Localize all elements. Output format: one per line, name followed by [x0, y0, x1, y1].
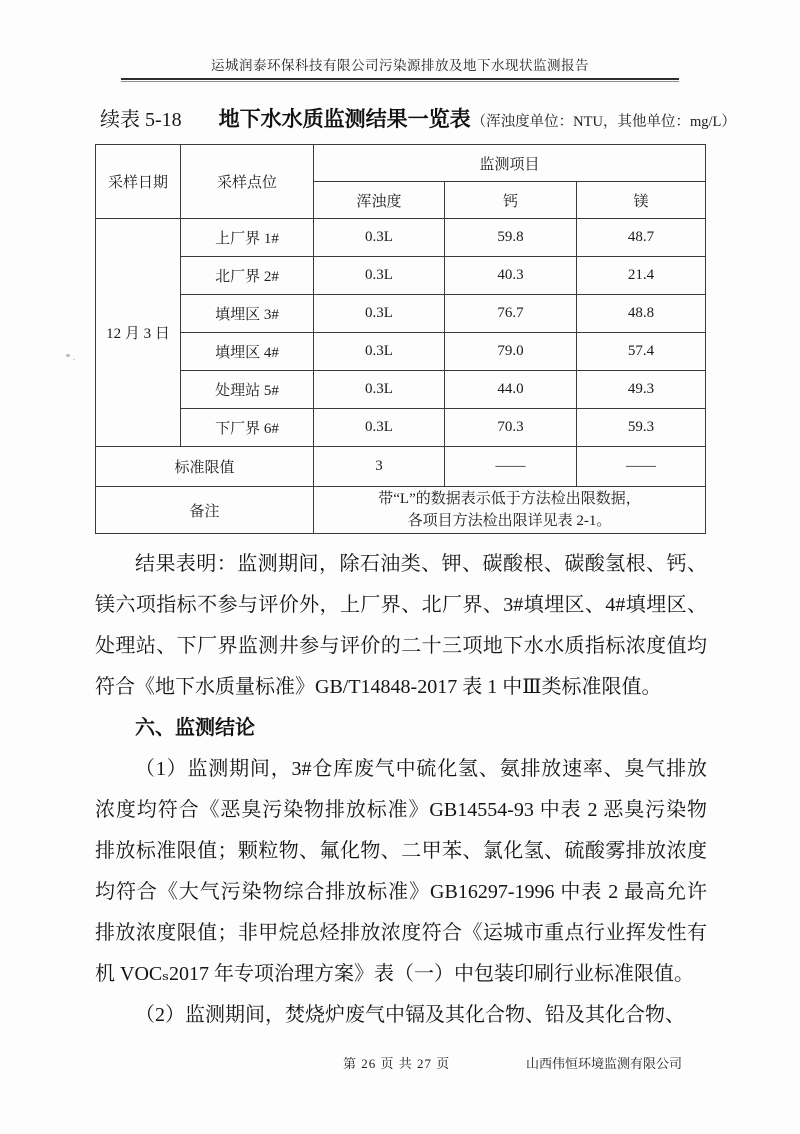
cell-magnesium: 49.3: [577, 371, 706, 409]
cell-date: 12 月 3 日: [96, 219, 181, 447]
table-row: [96, 333, 706, 371]
limit-turbidity: 3: [314, 447, 445, 487]
cell-magnesium: 59.3: [577, 409, 706, 447]
table-units: （浑浊度单位：NTU，其他单位：mg/L）: [471, 114, 736, 130]
cell-calcium: 40.3: [445, 257, 577, 295]
header-monitoring-items: 监测项目: [314, 145, 706, 182]
report-body-text: [95, 544, 707, 1036]
footer-company-name: 山西伟恒环境监测有限公司: [526, 1056, 683, 1071]
scan-artifact-speck: [66, 354, 70, 357]
cell-magnesium: 48.8: [577, 295, 706, 333]
paragraph-conclusion1-line: 机 VOCₛ2017 年专项治理方案》表（一）中包装印刷行业标准限值。: [95, 963, 694, 985]
cell-turbidity: 0.3L: [314, 371, 445, 409]
paragraph-results-line: 处理站、下厂界监测井参与评价的二十三项地下水水质指标浓度值均: [95, 635, 707, 657]
header-sample-date: 采样日期: [96, 145, 181, 219]
table-row: [96, 257, 706, 295]
cell-turbidity: 0.3L: [314, 409, 445, 447]
cell-point: 上厂界 1#: [181, 219, 314, 257]
remarks-line-2: 各项目方法检出限详见表 2-1。: [407, 513, 612, 529]
cell-magnesium: 48.7: [577, 219, 706, 257]
cell-point: 填埋区 4#: [181, 333, 314, 371]
cell-magnesium: 21.4: [577, 257, 706, 295]
cell-point: 填埋区 3#: [181, 295, 314, 333]
report-title: 运城润泰环保科技有限公司污染源排放及地下水现状监测报告: [211, 58, 589, 73]
table-number: 续表 5-18: [100, 109, 182, 131]
remarks-line-1: 带“L”的数据表示低于方法检出限数据，: [378, 491, 641, 507]
cell-calcium: 59.8: [445, 219, 577, 257]
paragraph-results-line: 结果表明：监测期间，除石油类、钾、碳酸根、碳酸氢根、钙、: [135, 553, 707, 575]
cell-calcium: 79.0: [445, 333, 577, 371]
header-rule: [121, 78, 679, 82]
header-turbidity: 浑浊度: [314, 182, 445, 219]
table-row: [96, 409, 706, 447]
cell-turbidity: 0.3L: [314, 219, 445, 257]
cell-turbidity: 0.3L: [314, 333, 445, 371]
cell-point: 北厂界 2#: [181, 257, 314, 295]
paragraph-conclusion2-line: （2）监测期间，焚烧炉废气中镉及其化合物、铅及其化合物、: [135, 1004, 685, 1026]
table-header-row-1: [96, 145, 706, 182]
standard-limit-row: [96, 447, 706, 487]
limit-label: 标准限值: [96, 447, 314, 487]
header-rule-thick: [121, 78, 679, 80]
document-header: [0, 0, 800, 82]
paragraph-conclusion1-line: 均符合《大气污染物综合排放标准》GB16297-1996 中表 2 最高允许: [95, 881, 707, 903]
section-heading-conclusions: 六、监测结论: [135, 717, 255, 739]
cell-calcium: 44.0: [445, 371, 577, 409]
remarks-content: [314, 487, 706, 534]
header-sample-point: 采样点位: [181, 145, 314, 219]
footer-page-number: 第 26 页 共 27 页: [343, 1056, 451, 1071]
paragraph-conclusion1-line: 排放标准限值；颗粒物、氟化物、二甲苯、氯化氢、硫酸雾排放浓度: [95, 840, 707, 862]
table-title: 地下水水质监测结果一览表: [218, 108, 471, 131]
paragraph-conclusion1-line: 排放浓度限值；非甲烷总烃排放浓度符合《运城市重点行业挥发性有: [95, 922, 707, 944]
paragraph-conclusion1-line: 浓度均符合《恶臭污染物排放标准》GB14554-93 中表 2 恶臭污染物: [95, 799, 707, 821]
header-rule-thin: [121, 81, 679, 82]
limit-calcium: ——: [445, 447, 577, 487]
paragraph-results-line: 镁六项指标不参与评价外，上厂界、北厂界、3#填埋区、4#填埋区、: [95, 594, 707, 616]
groundwater-results-table: [95, 144, 706, 534]
table-caption: [100, 103, 800, 133]
table-row: [96, 219, 706, 257]
cell-point: 下厂界 6#: [181, 409, 314, 447]
limit-magnesium: ——: [577, 447, 706, 487]
cell-turbidity: 0.3L: [314, 295, 445, 333]
table-row: [96, 371, 706, 409]
header-calcium: 钙: [445, 182, 577, 219]
cell-calcium: 70.3: [445, 409, 577, 447]
remarks-row: [96, 487, 706, 534]
paragraph-results-line: 符合《地下水质量标准》GB/T14848-2017 表 1 中Ⅲ类标准限值。: [95, 676, 662, 698]
cell-turbidity: 0.3L: [314, 257, 445, 295]
remarks-label: 备注: [96, 487, 314, 534]
cell-calcium: 76.7: [445, 295, 577, 333]
paragraph-conclusion1-line: （1）监测期间，3#仓库废气中硫化氢、氨排放速率、臭气排放: [135, 758, 707, 780]
cell-magnesium: 57.4: [577, 333, 706, 371]
header-magnesium: 镁: [577, 182, 706, 219]
cell-point: 处理站 5#: [181, 371, 314, 409]
table-row: [96, 295, 706, 333]
